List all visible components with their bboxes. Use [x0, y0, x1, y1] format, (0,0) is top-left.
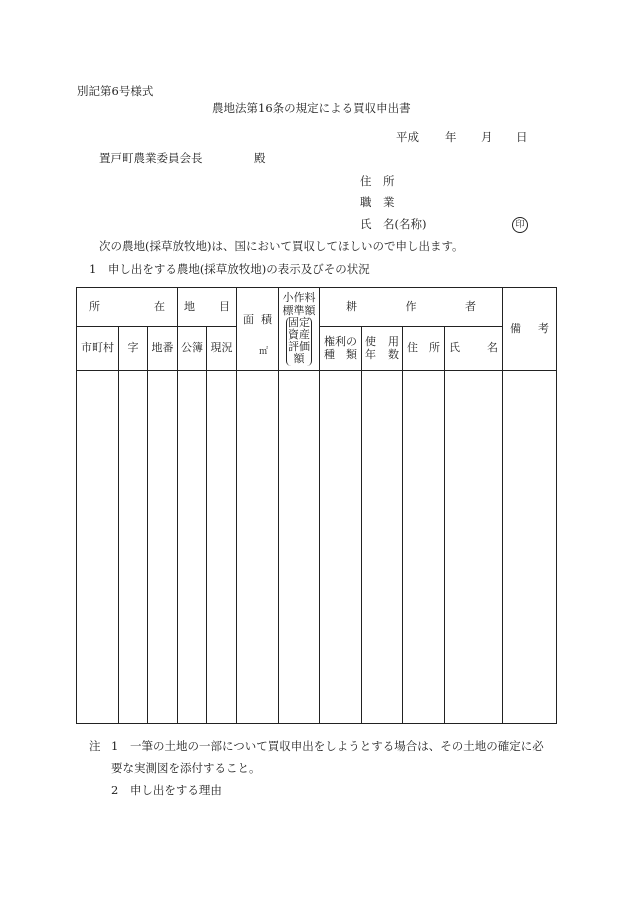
table-body-row [77, 371, 557, 724]
seal-icon: 印 [512, 217, 528, 233]
addressee-honorific: 殿 [254, 151, 266, 165]
body-cell-current [207, 371, 237, 724]
section-1-heading: 1 申し出をする農地(採草放牧地)の表示及びその状況 [89, 262, 370, 276]
address-header: 住 所 [403, 327, 445, 371]
remarks-header: 備 考 [503, 288, 557, 371]
body-cell-area [237, 371, 279, 724]
body-cell-right-type [320, 371, 362, 724]
aza-header: 字 [119, 327, 148, 371]
chiban-header: 地番 [148, 327, 178, 371]
fixed-assessment-bracket: 固定 資産 評価 額 [288, 316, 311, 366]
body-cell-name [445, 371, 503, 724]
intro-text: 次の農地(採草放牧地)は、国において買収してほしいので申し出ます。 [99, 239, 464, 253]
land-table [76, 287, 557, 724]
use-years-header: 使 用 年 数 [362, 327, 403, 371]
body-cell-use-years [362, 371, 403, 724]
location-header: 所 在 [77, 288, 178, 327]
seal-mark [512, 217, 528, 233]
area-header: 面 積 [237, 288, 279, 371]
current-header: 現況 [207, 327, 237, 371]
area-unit: ㎡ [259, 347, 269, 357]
date-year: 年 [445, 130, 457, 144]
body-cell-remarks [503, 371, 557, 724]
registry-header: 公簿 [178, 327, 207, 371]
right-type-header: 権利の 種 類 [320, 327, 362, 371]
date-era: 平成 [396, 130, 419, 144]
body-cell-address [403, 371, 445, 724]
document-title: 農地法第16条の規定による買収申出書 [212, 101, 411, 115]
body-cell-assessment [279, 371, 320, 724]
body-cell-registry [178, 371, 207, 724]
note-1-number: 1 [111, 739, 119, 753]
cultivator-header: 耕 作 者 [320, 288, 503, 327]
chimoku-header: 地 目 [178, 288, 237, 327]
note-1-text: 一筆の土地の一部について買収申出をしようとする場合は、その土地の確定に必 [130, 739, 544, 753]
city-header: 市町村 [77, 327, 119, 371]
occupation-label: 職 業 [360, 195, 395, 209]
name-header: 氏 名 [445, 327, 503, 371]
notes-label: 注 [89, 739, 101, 753]
name-label: 氏 名(名称) [360, 217, 427, 231]
address-label: 住 所 [360, 174, 395, 188]
body-cell-city [77, 371, 119, 724]
body-cell-aza [119, 371, 148, 724]
standard-fee-header: 小作料 標準額 固定 資産 評価 額 [279, 288, 320, 371]
note-1-text-continued: 要な実測図を添付すること。 [111, 761, 261, 775]
date-day: 日 [516, 130, 528, 144]
form-number: 別記第6号様式 [77, 84, 154, 98]
date-month: 月 [481, 130, 493, 144]
body-cell-chiban [148, 371, 178, 724]
addressee-name: 置戸町農業委員会長 [99, 151, 203, 165]
note-2: 2 申し出をする理由 [111, 783, 222, 797]
